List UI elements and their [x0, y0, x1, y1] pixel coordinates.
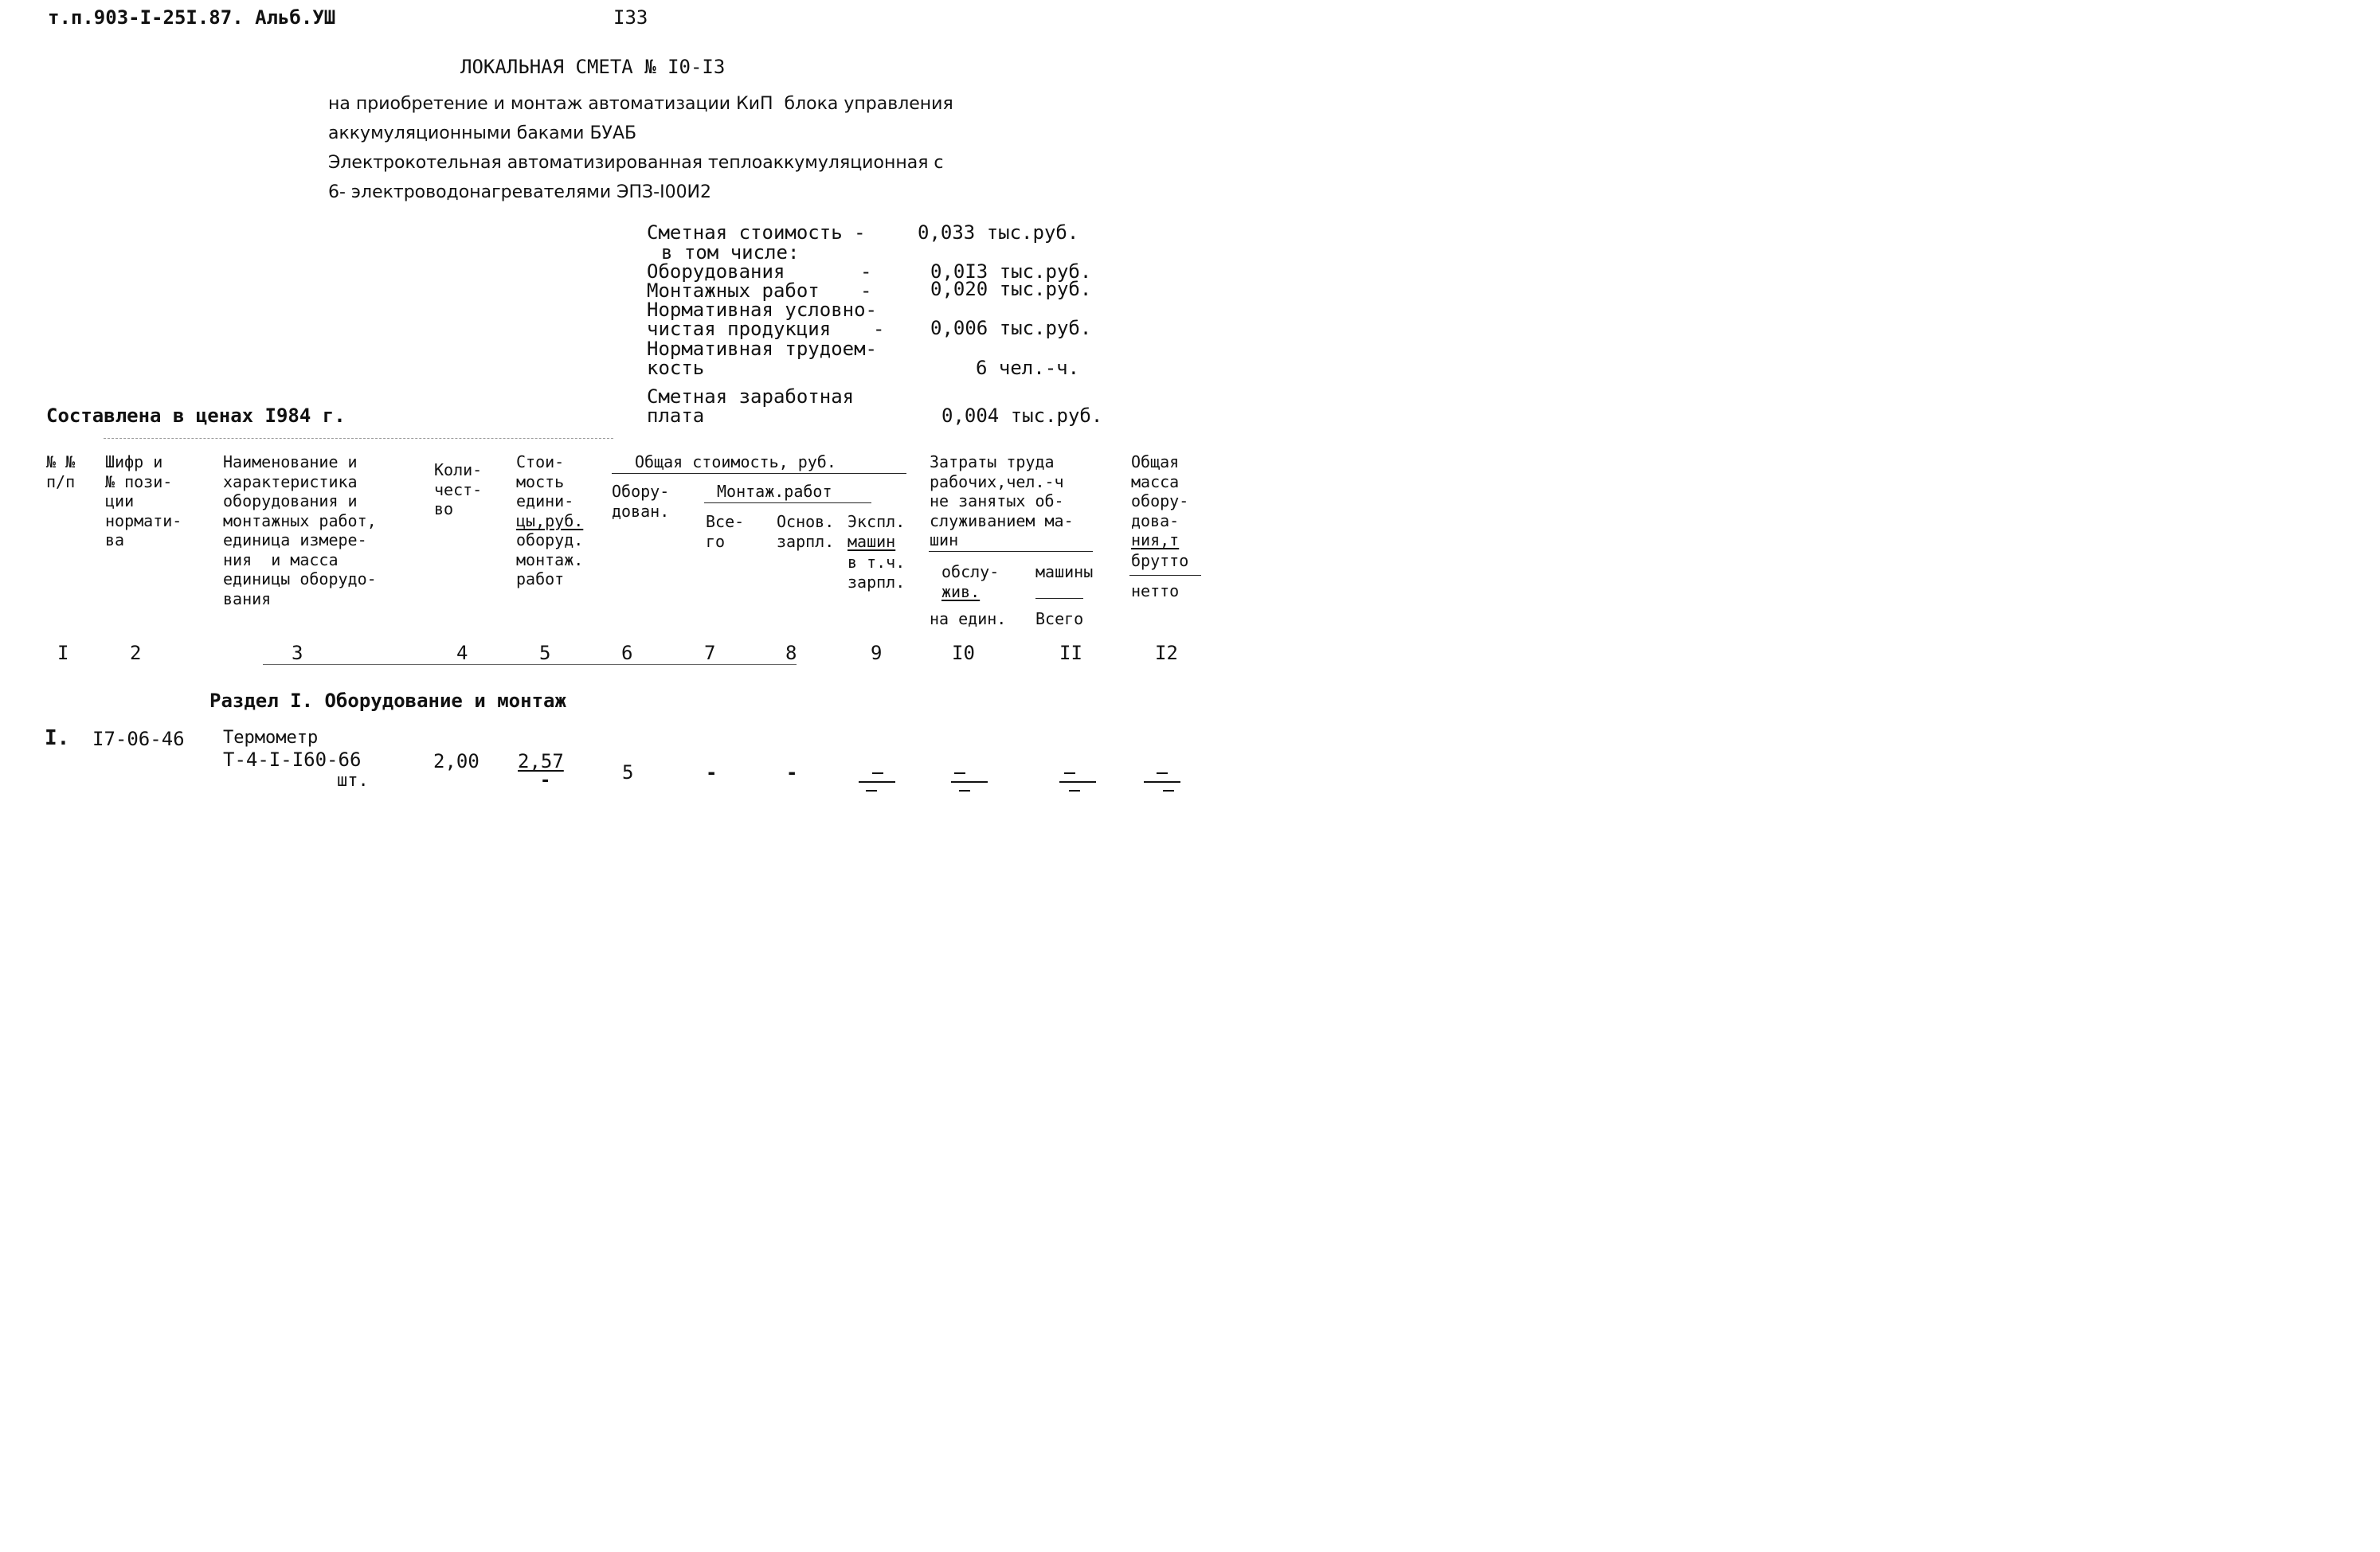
col-header-quantity: Коли- чест- во — [434, 460, 483, 518]
col-header-install-total: Все- го — [706, 512, 745, 551]
col-header-mass-a: Общая масса обору- дова- — [1131, 452, 1189, 530]
col-header-service-b: жив. — [941, 581, 981, 601]
installation-dash: - — [860, 280, 872, 302]
row-unit-cost-install: - — [540, 771, 551, 791]
column-number-2: 2 — [130, 642, 142, 664]
estimate-title: ЛОКАЛЬНАЯ СМЕТА № I0-I3 — [460, 56, 726, 78]
prices-note: Составлена в ценах I984 г. — [46, 405, 346, 427]
row-base-wage: - — [786, 761, 798, 784]
col-header-number: № № п/п — [46, 452, 76, 491]
net-product-value: 0,006 тыс.руб. — [930, 317, 1092, 339]
col-header-service-a: обслу- — [941, 562, 1000, 581]
equipment-dash: - — [860, 260, 872, 283]
column-number-5: 5 — [539, 642, 551, 664]
column-number-11: II — [1059, 642, 1082, 664]
column-number-8: 8 — [785, 642, 797, 664]
net-product-label-2: чистая продукция — [647, 318, 832, 340]
labor-intensity-label-2: кость — [647, 357, 705, 379]
col-header-machine-wage: в т.ч. зарпл. — [847, 553, 906, 592]
column-number-10: I0 — [952, 642, 975, 664]
col-header-name: Наименование и характеристика оборудования и монтажных работ, единица измере- ния и масса единицы оборудо- вания — [223, 452, 377, 608]
col-header-base-wage: Основ. зарпл. — [777, 512, 835, 551]
labor-intensity-label-1: Нормативная трудоем- — [647, 338, 877, 360]
row-quantity: 2,00 — [433, 750, 480, 772]
equipment-value: 0,0I3 тыс.руб. — [930, 260, 1092, 283]
col-header-machine-a: Экспл. — [847, 512, 906, 531]
installation-label: Монтажных работ — [647, 280, 820, 302]
column-number-1: I — [57, 642, 69, 664]
document-code: т.п.903-I-25I.87. Альб.УШ — [48, 6, 336, 29]
labor-costs-underline — [929, 551, 1093, 552]
wage-label-1: Сметная заработная — [647, 385, 855, 408]
col-header-machines: машины — [1035, 562, 1094, 581]
subtitle-line-4: 6- электроводонагревателями ЭПЗ-I00И2 — [328, 182, 712, 202]
page-number: I33 — [613, 6, 648, 29]
column-number-6: 6 — [621, 642, 633, 664]
including-label: в том числе: — [661, 241, 800, 264]
column-numbers-underline — [263, 664, 797, 665]
col-header-machine-b: машин — [847, 531, 896, 551]
col-header-labor-costs: Затраты труда рабочих,чел.-ч не занятых об- служиванием ма- шин — [930, 452, 1074, 549]
subtitle-line-3: Электрокотельная автоматизированная теплоаккумуляционная с — [328, 153, 944, 173]
col-header-mass-gross: брутто — [1131, 551, 1189, 570]
col-header-mass-net: нетто — [1131, 581, 1180, 600]
subtitle-line-1: на приобретение и монтаж автоматизации КиП блока управления — [328, 94, 953, 114]
separator-line — [104, 438, 613, 439]
col-header-unit-cost-c: оборуд. монтаж. работ — [516, 530, 584, 588]
section-title: Раздел I. Оборудование и монтаж — [209, 690, 566, 712]
col-header-per-unit: на един. — [930, 609, 1007, 628]
net-product-dash: - — [873, 318, 885, 340]
group-total-underline — [612, 473, 906, 474]
column-number-9: 9 — [871, 642, 883, 664]
row-install-total: - — [706, 761, 718, 784]
group-install-underline — [704, 502, 871, 503]
installation-value: 0,020 тыс.руб. — [930, 278, 1092, 300]
col-header-mass-b: ния,т — [1131, 530, 1180, 549]
group-header-installation: Монтаж.работ — [717, 482, 832, 501]
column-number-4: 4 — [456, 642, 468, 664]
row-item-name: Термометр — [223, 728, 319, 748]
mass-fraction-line — [1129, 575, 1201, 576]
col-header-equipment: Обору- дован. — [612, 482, 670, 521]
row-equipment-total: 5 — [622, 761, 634, 784]
col-header-unit-cost-b: цы,руб. — [516, 510, 584, 530]
column-number-7: 7 — [704, 642, 716, 664]
machines-underline — [1035, 598, 1083, 599]
col-header-total: Всего — [1035, 609, 1084, 628]
net-product-label-1: Нормативная условно- — [647, 299, 877, 321]
subtitle-line-2: аккумуляционными баками БУАБ — [328, 123, 637, 143]
row-number: I. — [45, 726, 70, 750]
col-header-code: Шифр и № пози- ции нормати- ва — [105, 452, 182, 549]
column-number-3: 3 — [292, 642, 303, 664]
column-number-12: I2 — [1155, 642, 1178, 664]
col-header-unit-cost-a: Стои- мость едини- — [516, 452, 574, 510]
total-cost-label: Сметная стоимость - — [647, 221, 866, 244]
equipment-label: Оборудования — [647, 260, 785, 283]
wage-label-2: плата — [647, 405, 705, 427]
row-unit-cost-equipment: 2,57 — [518, 750, 564, 772]
group-header-total-cost: Общая стоимость, руб. — [635, 452, 836, 471]
labor-intensity-value: 6 чел.-ч. — [976, 357, 1080, 379]
row-norm-code: I7-06-46 — [92, 728, 185, 750]
row-item-model: Т-4-I-I60-66 — [223, 749, 362, 771]
wage-value: 0,004 тыс.руб. — [941, 405, 1103, 427]
row-item-unit: шт. — [337, 771, 369, 791]
total-cost-value: 0,033 тыс.руб. — [918, 221, 1079, 244]
